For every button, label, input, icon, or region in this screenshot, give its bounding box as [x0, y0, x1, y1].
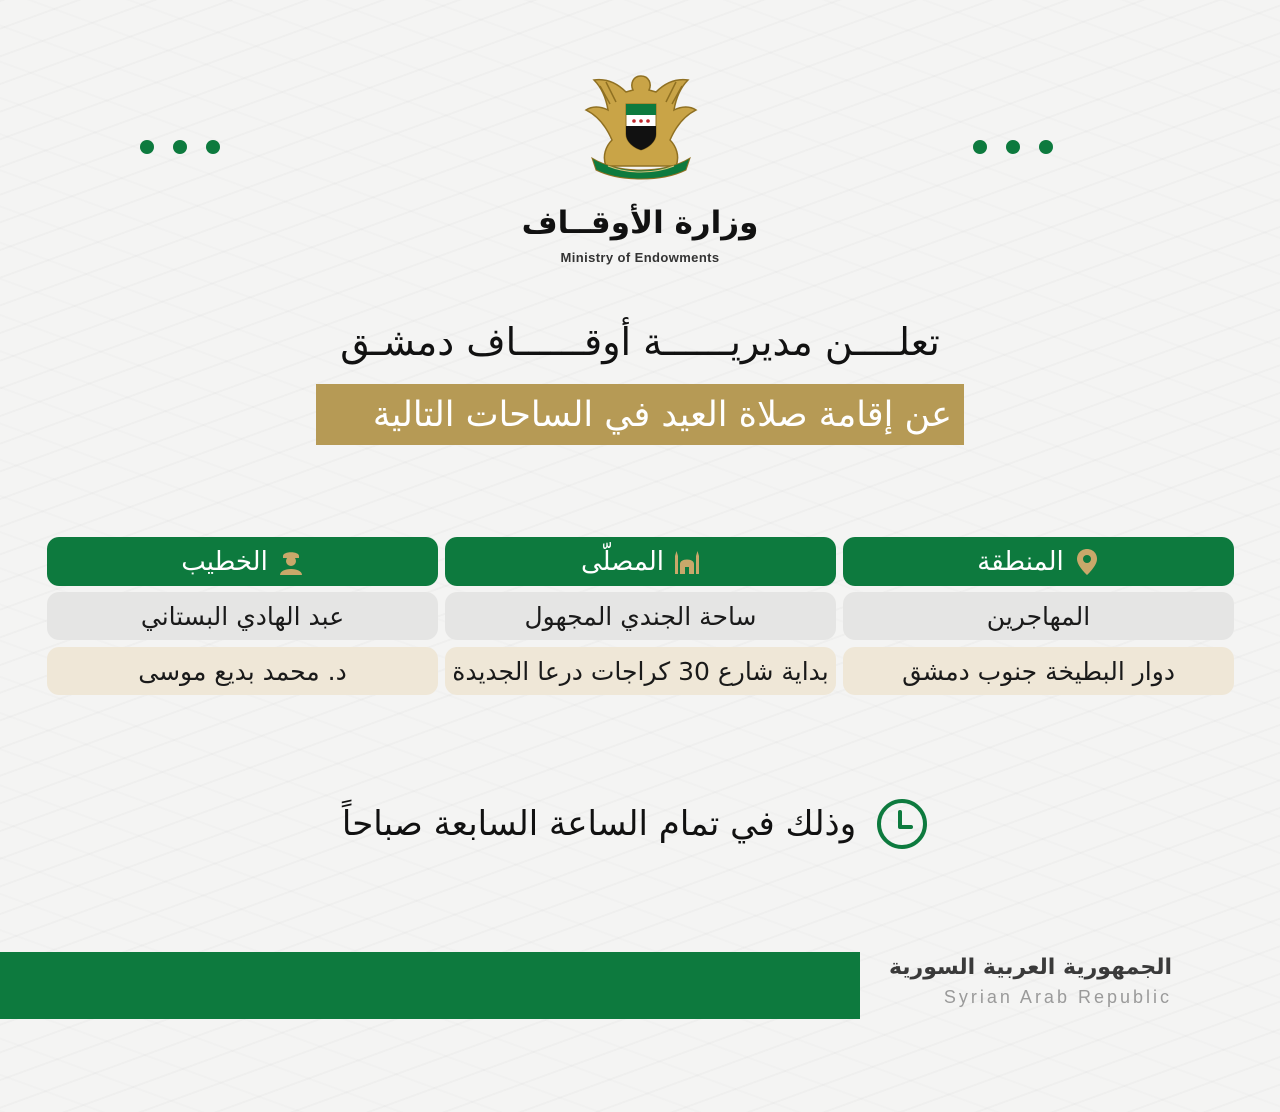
preacher-icon	[278, 548, 304, 576]
republic-name-en: Syrian Arab Republic	[943, 987, 1172, 1007]
decorative-dots-right	[973, 140, 1053, 154]
table-row-1-preacher: عبد الهادي البستاني	[47, 592, 438, 640]
announcement-headline: تعلــــن مديريــــــة أوقــــــاف دمشـق	[340, 320, 940, 364]
time-text: وذلك في تمام الساعة السابعة صباحاً	[341, 804, 857, 844]
region-header	[843, 537, 1234, 586]
table-row-2-prayer-place: بداية شارع 30 كراجات درعا الجديدة	[445, 647, 836, 695]
republic-name-ar: الجمهورية العربية السورية	[888, 955, 1172, 980]
mosque-icon	[674, 548, 700, 576]
table-row-2-region: دوار البطيخة جنوب دمشق	[843, 647, 1234, 695]
preacher-header	[47, 537, 438, 586]
preacher-header-label: الخطيب	[181, 546, 268, 577]
announcement-subheadline-banner	[316, 384, 964, 445]
table-row-1-region: المهاجرين	[843, 592, 1234, 640]
table-row-1-prayer-place: ساحة الجندي المجهول	[445, 592, 836, 640]
ministry-name-en: Ministry of Endowments	[560, 250, 720, 265]
prayer-time-note	[330, 795, 940, 853]
eagle-emblem	[578, 70, 704, 182]
prayer-place-header-label: المصلّى	[581, 546, 665, 577]
decorative-dots-left	[140, 140, 220, 154]
region-header-label: المنطقة	[977, 546, 1064, 577]
announcement-subheadline: عن إقامة صلاة العيد في الساحات التالية	[372, 394, 952, 435]
ministry-name-ar: وزارة الأوقــاف	[521, 205, 759, 241]
prayer-place-header	[445, 537, 836, 586]
clock-icon	[876, 798, 928, 850]
footer-green-bar	[0, 952, 860, 1019]
table-row-2-preacher: د. محمد بديع موسى	[47, 647, 438, 695]
map-pin-icon	[1074, 548, 1100, 576]
